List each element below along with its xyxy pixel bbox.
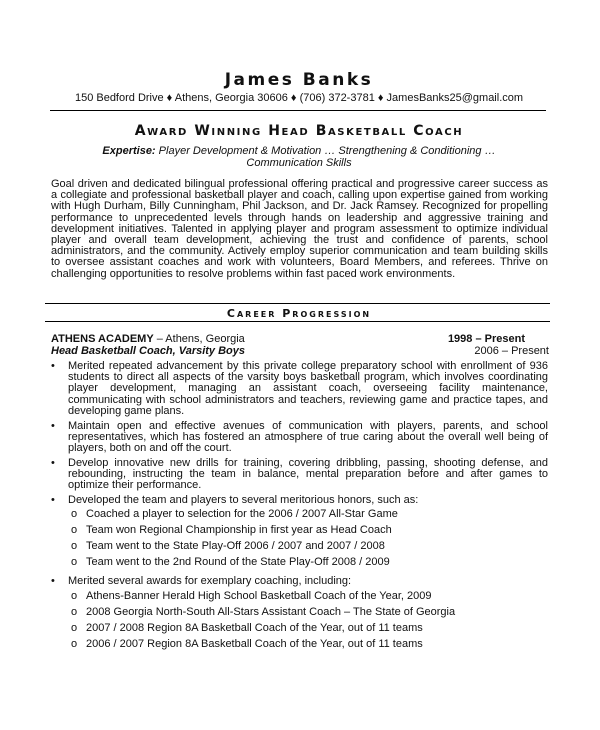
bullet-icon: •: [51, 419, 55, 432]
role-dates: 2006 – Present: [474, 344, 549, 357]
sub-item: [68, 639, 548, 655]
sub-item: [68, 623, 548, 639]
sub-bullet-icon: o: [71, 589, 78, 602]
contact-line: 150 Bedford Drive ♦ Athens, Georgia 30606 ♦ (706) 372-3781 ♦ JamesBanks25@gmail.com: [74, 92, 524, 104]
sub-item: [68, 607, 548, 623]
sub-item: [68, 525, 548, 541]
bullet-text: Merited repeated advancement by this private college preparatory school with enrollment of 936 students to direct all aspects of the varsity boys basketball program, which involves coordinating player development, managing an assistant coach, overseeing facility maintenance, communicating with school administrators and teachers, reviewing game and practice tapes, and developing game plans.: [68, 360, 548, 417]
sub-list: [68, 509, 548, 573]
bullet-text: Maintain open and effective avenues of communication with players, parents, and school representatives, which has fostered an atmosphere of true caring about the overall well being of players, both on and off the court.: [68, 419, 548, 454]
sub-bullet-icon: o: [71, 621, 78, 634]
bullet-icon: •: [51, 493, 55, 506]
job-dates: 1998 – Present: [447, 333, 525, 345]
job-location: – Athens, Georgia: [153, 333, 245, 345]
bullet-text: Developed the team and players to several meritorious honors, such as:: [68, 493, 419, 506]
sub-bullet-icon: o: [71, 637, 78, 650]
sub-item-text: 2006 / 2007 Region 8A Basketball Coach of the Year, out of 11 teams: [86, 637, 423, 650]
job-role: Head Basketball Coach, Varsity Boys: [51, 344, 246, 357]
section-rule-top: [45, 303, 550, 304]
sub-item: [68, 509, 548, 525]
bullet-item: [51, 421, 548, 455]
sub-bullet-icon: o: [71, 523, 78, 536]
sub-item-text: Team went to the State Play-Off 2006 / 2007 and 2007 / 2008: [86, 539, 385, 552]
bullet-item: [51, 495, 548, 573]
sub-item: [68, 541, 548, 557]
sub-bullet-icon: o: [71, 555, 78, 568]
sub-bullet-icon: o: [71, 539, 78, 552]
bullet-text: Develop innovative new drills for training, covering dribbling, passing, shooting defense, and rebounding, instructing the team in balance, mental preparation before and after games to optimize their performance.: [68, 456, 548, 492]
sub-item-text: 2007 / 2008 Region 8A Basketball Coach of the Year, out of 11 teams: [86, 621, 423, 634]
sub-item-text: 2008 Georgia North-South All-Stars Assistant Coach – The State of Georgia: [86, 605, 456, 618]
section-title: Career Progression: [226, 307, 372, 320]
sub-item-text: Athens-Banner Herald High School Basketball Coach of the Year, 2009: [86, 589, 432, 602]
achievement-list: [51, 361, 548, 658]
bullet-item: [51, 576, 548, 654]
bullet-item: [51, 458, 548, 492]
sub-bullet-icon: o: [71, 605, 78, 618]
summary-paragraph: Goal driven and dedicated bilingual professional offering practical and progressive career success as a collegiate and professional basketball player and coach, calling upon expertise gained from working with Hugh Durham, Billy Cunningham, Phil Jackson, and Dr. Jack Ramsey. Recognized for propelling performance to unprecedented levels through hands on leadership and aggressive training and development initiatives. Talented in applying player and program assessment to optimize individual player and overall team development, achieving the trust and confidence of parents, school administrators, and the community. Actively employ superior communication and team building skills to oversee assistant coaches and work with volunteers, Board Members, and referees. Thrive on challenging opportunities to resolve problems within fast paced work environments.: [51, 178, 548, 280]
candidate-name: James Banks: [224, 70, 374, 90]
sub-item: [68, 591, 548, 607]
sub-item-text: Team went to the 2nd Round of the State Play-Off 2008 / 2009: [86, 555, 390, 568]
employer: ATHENS ACADEMY: [51, 333, 154, 345]
expertise-line: [90, 145, 508, 169]
sub-item: [68, 557, 548, 573]
job-header: [51, 334, 548, 357]
sub-bullet-icon: o: [71, 507, 78, 520]
bullet-icon: •: [51, 575, 55, 588]
bullet-icon: •: [51, 456, 55, 469]
header-divider: [50, 110, 546, 111]
sub-list: [68, 591, 548, 655]
bullet-item: [51, 361, 548, 417]
sub-item-text: Coached a player to selection for the 2006 / 2007 All-Star Game: [86, 507, 398, 520]
expertise-text: Player Development & Motivation … Strengthening & Conditioning … Communication Skills: [158, 145, 496, 169]
expertise-label: Expertise:: [102, 145, 156, 157]
sub-item-text: Team won Regional Championship in first year as Head Coach: [86, 523, 392, 536]
headline: Award Winning Head Basketball Coach: [134, 123, 464, 139]
bullet-text: Merited several awards for exemplary coaching, including:: [68, 575, 352, 588]
section-rule-bottom: [45, 321, 550, 322]
bullet-icon: •: [51, 360, 55, 372]
